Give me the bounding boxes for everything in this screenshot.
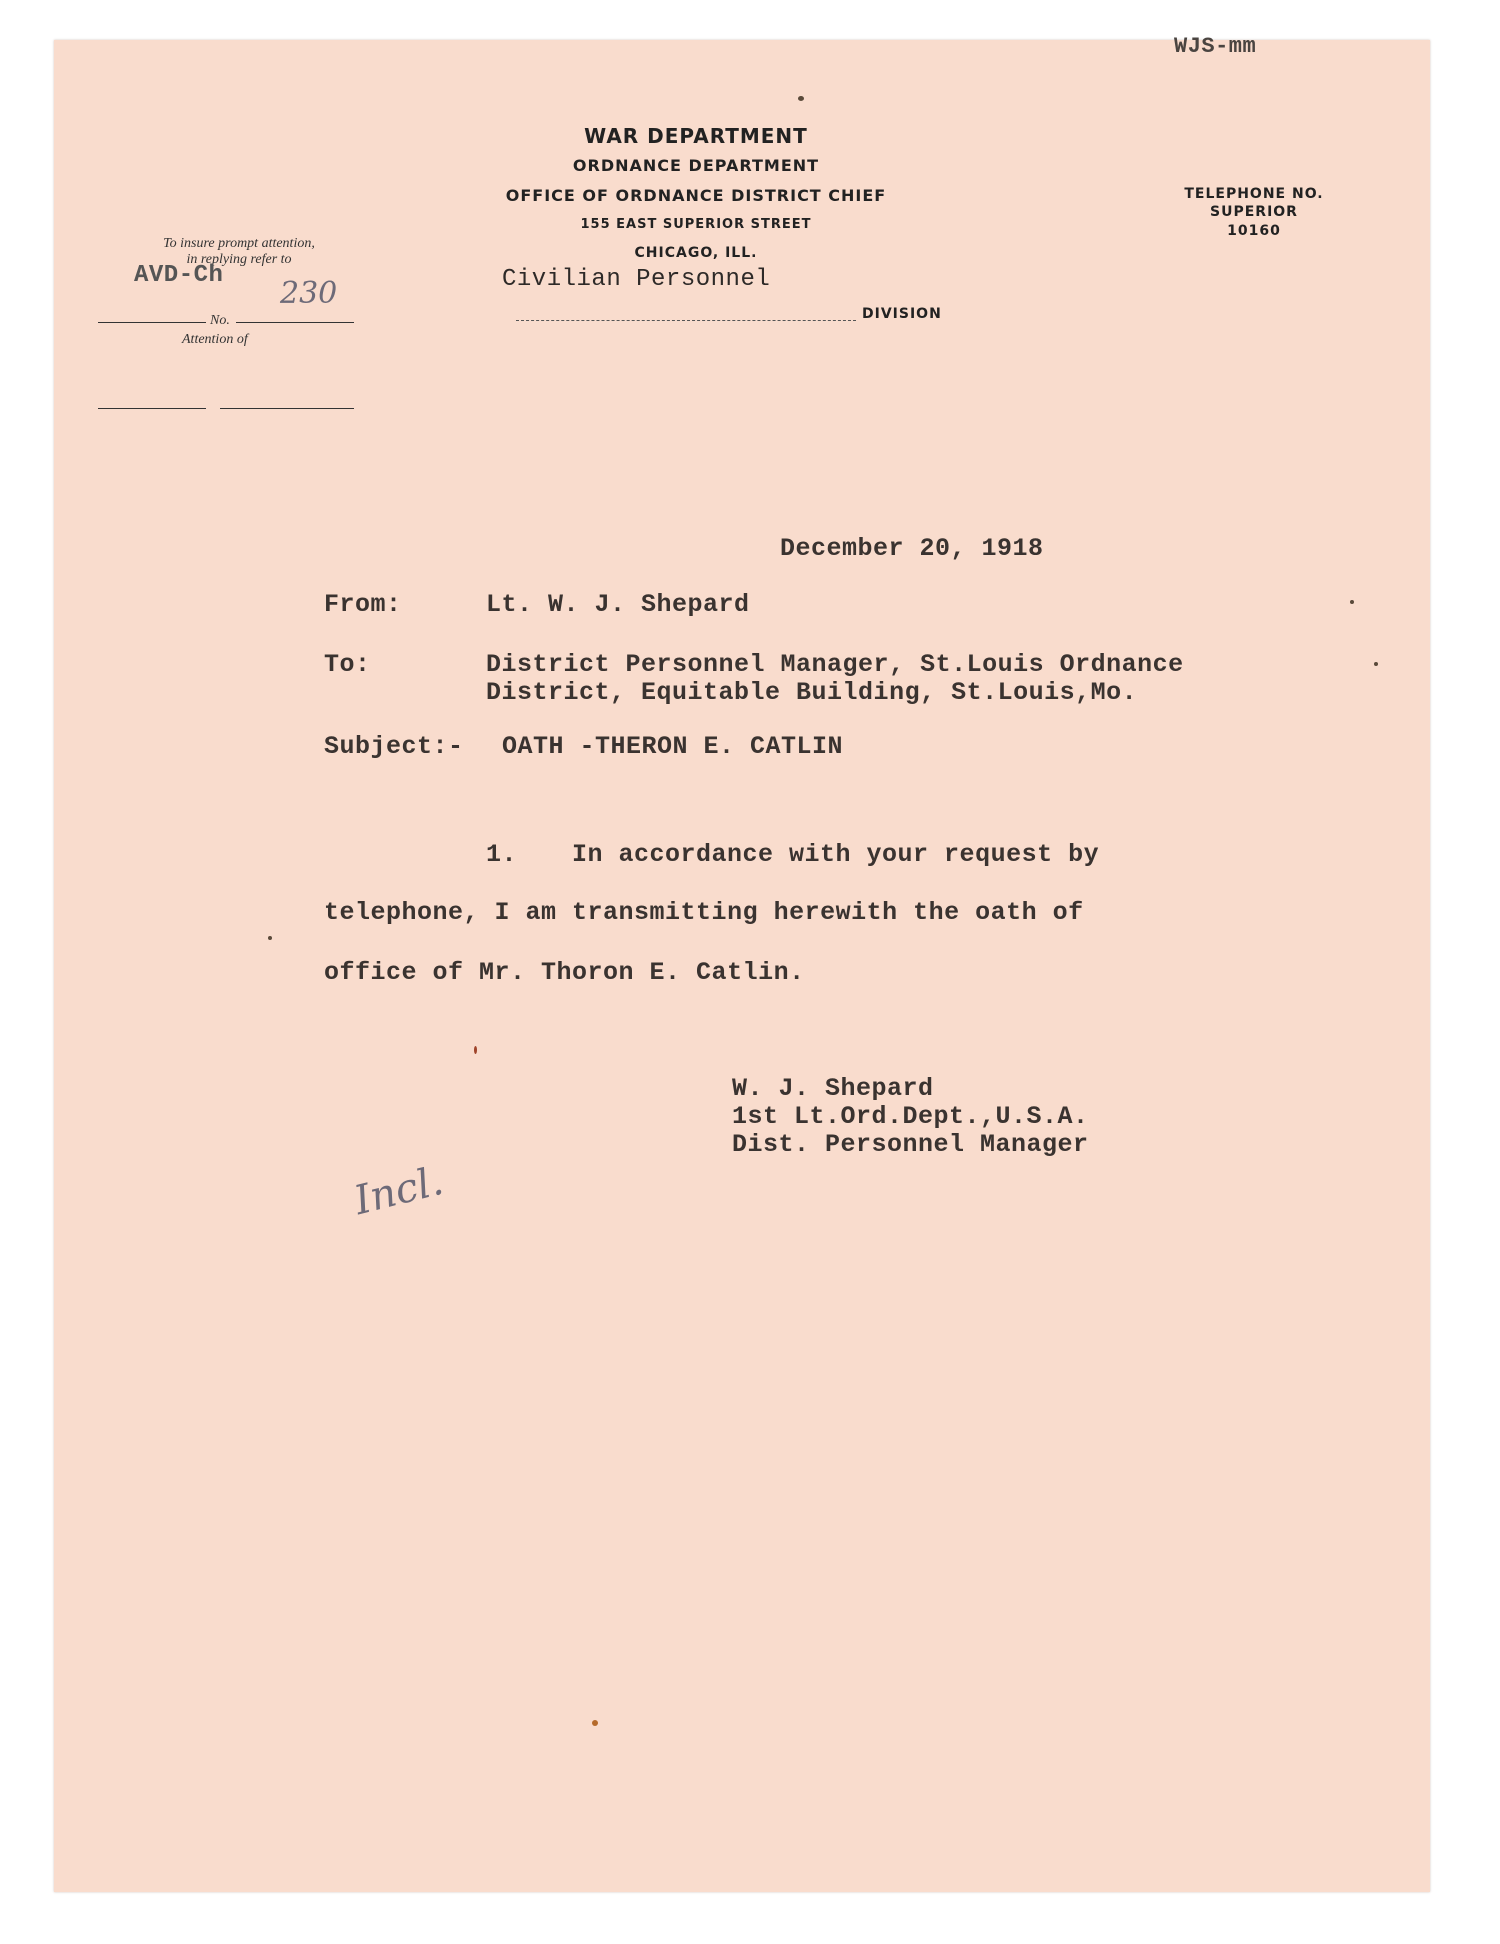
body-line-1: In accordance with your request by (572, 840, 1100, 869)
letter-sheet (54, 34, 1430, 1892)
signature-title: Dist. Personnel Manager (732, 1130, 1089, 1159)
reference-code: AVD-Ch (134, 262, 224, 289)
body-line-2: telephone, I am transmitting herewith the oath of (324, 898, 1084, 927)
from-label: From: (324, 590, 402, 619)
telephone-number: 10160 (1227, 223, 1281, 239)
signature-rank: 1st Lt.Ord.Dept.,U.S.A. (732, 1102, 1089, 1131)
letterhead-war-department: WAR DEPARTMENT (584, 124, 808, 148)
body-line-3: office of Mr. Thoron E. Catlin. (324, 958, 805, 987)
reference-attention-line-left (98, 408, 206, 409)
telephone-label: TELEPHONE NO. (1184, 186, 1324, 202)
reference-prompt-2: in replying refer to (186, 252, 292, 267)
paper-speck (1374, 662, 1378, 666)
division-line (516, 320, 856, 321)
to-line-2: District, Equitable Building, St.Louis,Mo. (486, 678, 1138, 707)
paper-speck (592, 1720, 598, 1726)
signature-name: W. J. Shepard (732, 1074, 934, 1103)
reference-prompt: To insure prompt attention, (163, 236, 315, 251)
subject-value: OATH -THERON E. CATLIN (502, 732, 844, 761)
to-label: To: (324, 650, 371, 679)
reference-no-label: No. (210, 313, 230, 328)
letterhead-city: CHICAGO, ILL. (634, 245, 758, 261)
telephone-exchange: SUPERIOR (1210, 204, 1298, 220)
subject-label: Subject:- (324, 732, 464, 761)
paper-speck (1350, 600, 1354, 604)
reference-no-line-left (98, 322, 206, 323)
corner-code: WJS-mm (1174, 34, 1257, 59)
division-label: DIVISION (862, 306, 942, 322)
from-value: Lt. W. J. Shepard (486, 590, 750, 619)
handwritten-note: Incl. (349, 1157, 448, 1225)
letterhead-ordnance-department: ORDNANCE DEPARTMENT (572, 156, 820, 175)
paper-speck (798, 96, 804, 101)
paragraph-number: 1. (486, 840, 518, 869)
reference-no-line-right (236, 322, 354, 323)
reference-attention-line-right (220, 408, 354, 409)
reference-handwritten-number: 230 (280, 276, 338, 311)
to-line-1: District Personnel Manager, St.Louis Ordnance (486, 650, 1184, 679)
paper-speck (474, 1046, 477, 1054)
letterhead-street: 155 EAST SUPERIOR STREET (580, 217, 812, 232)
division-name: Civilian Personnel (502, 266, 771, 293)
paper-speck (268, 936, 272, 940)
letterhead-office: OFFICE OF ORDNANCE DISTRICT CHIEF (505, 186, 887, 205)
memo-date: December 20, 1918 (780, 534, 1044, 563)
reference-attention-label: Attention of (182, 332, 248, 347)
